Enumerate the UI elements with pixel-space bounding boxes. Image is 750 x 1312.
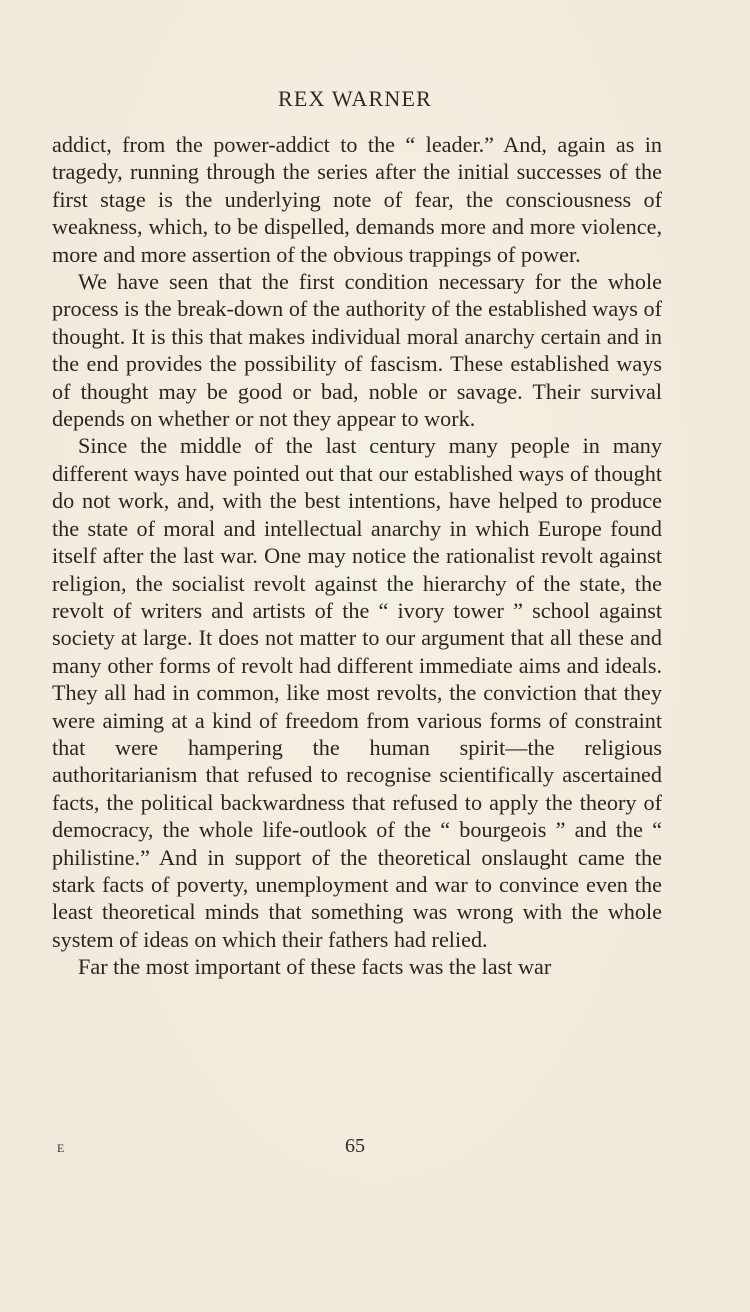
paragraph-2: We have seen that the first condition necessary for the whole process is the break-down of the authority of the established ways of thought. It is this that makes individual moral anarchy certain and in the end provides the possibility of fascism. These established ways of thought may be good or bad, noble or savage. Their survival depends on whether or not they appear to work.: [52, 269, 662, 432]
running-head: REX WARNER: [278, 86, 432, 111]
body-text: [52, 131, 662, 981]
paragraph-3: Since the middle of the last century many people in many different ways have pointed out that our established ways of thought do not work, and, with the best intentions, have helped to produce the state of moral and intellectual anarchy in which Europe found itself after the last war. One may notice the rationalist revolt against religion, the socialist revolt against the hierarchy of the state, the revolt of writers and artists of the “ ivory tower ” school against society at large. It does not matter to our argument that all these and many other forms of revolt had different immediate aims and ideals. They all had in common, like most revolts, the conviction that they were aiming at a kind of freedom from various forms of constraint that were hampering the human spirit—the religious authoritarianism that refused to recognise scientifically ascertained facts, the political backwardness that refused to apply the theory of democracy, the whole life-outlook of the “ bourgeois ” and the “ philistine.” And in support of the theoretical onslaught came the stark facts of poverty, unemployment and war to convince even the least theoretical minds that something was wrong with the whole system of ideas on which their fathers had relied.: [52, 433, 662, 952]
paragraph-4: Far the most important of these facts was the last war: [78, 954, 552, 980]
page-number: 65: [345, 1135, 365, 1157]
paragraph-1: addict, from the power-addict to the “ leader.” And, again as in tragedy, running through the series after the initial successes of the first stage is the underlying note of fear, the consciousness of weakness, which, to be dispelled, demands more and more violence, more and more assertion of the obvious trappings of power.: [52, 132, 662, 267]
signature-mark: E: [57, 1141, 65, 1155]
